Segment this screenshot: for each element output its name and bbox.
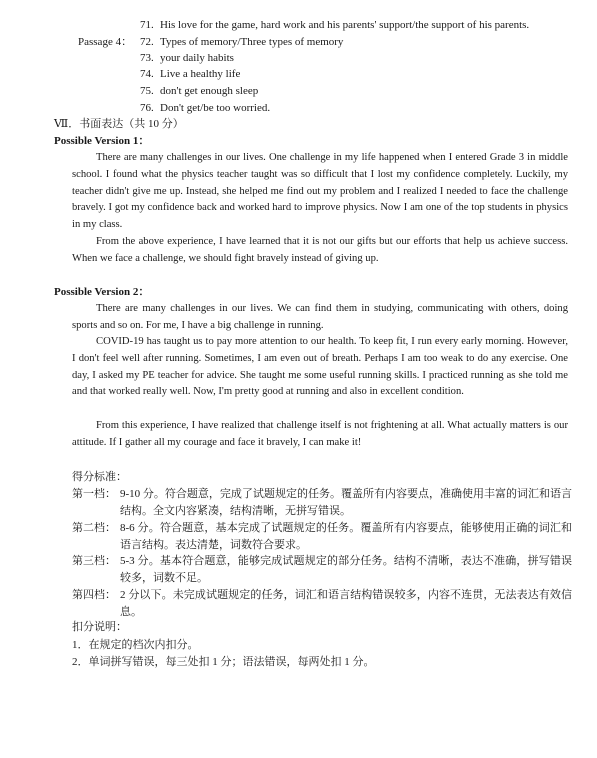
deduction-item: 1．在规定的档次内扣分。 <box>72 639 199 651</box>
answer-75: 75. don't get enough sleep <box>140 85 259 97</box>
version-2-paragraph: COVID-19 has taught us to pay more attention to our health. To keep fit, I run every early morning. However, I don't feel well after running. Sometimes, I am even out of breath. Perhaps I am too weak to do any exercise. One day, I asked my PE teacher for advice. She taught me some useful running skills. I practiced running as she told me and that worked really well. Now, I'm pretty good at running and also in excellent condition. <box>72 336 568 398</box>
deduction-title: 扣分说明： <box>72 621 127 633</box>
version-2-heading: Possible Version 2： <box>54 286 150 298</box>
version-1-paragraph: There are many challenges in our lives. One challenge in my life happened when I entered Grade 3 in middle school. I found what the physics teacher taught was so difficult that I lost my confidence completely. Luckily, my teacher didn't give me up. Instead, she helped me find out my problem and I realized I needed to face the challenge bravely. I got my confidence back and worked hard to improve physics. Now I am one of the top students in physics in my class. <box>72 152 568 231</box>
section-title-writing: Ⅶ．书面表达（共 10 分） <box>54 118 184 130</box>
version-2-paragraph: There are many challenges in our lives. We can find them in studying, communicating with others, doing sports and so on. For me, I have a big challenge in running. <box>72 303 568 331</box>
answer-74: 74. Live a healthy life <box>140 68 241 80</box>
score-level-1: 第一档： 9-10 分。符合题意，完成了试题规定的任务。覆盖所有内容要点，准确使用丰富的词汇和语言结构。全文内容紧凑，结构清晰，无拼写错误。 <box>72 488 572 517</box>
answer-71: 71. His love for the game, hard work and his parents' support/the support of his parents. <box>140 19 530 31</box>
score-level-3: 第三档： 5-3 分。基本符合题意，能够完成试题规定的部分任务。结构不清晰，表达不准确，拼写错误较多，词数不足。 <box>72 555 572 584</box>
version-1-paragraph: From the above experience, I have learned that it is not our gifts but our efforts that help us achieve success. When we face a challenge, we should fight bravely instead of giving up. <box>72 236 568 264</box>
scoring-title: 得分标准： <box>72 471 127 483</box>
version-1-heading: Possible Version 1： <box>54 135 150 147</box>
score-level-4: 第四档： 2 分以下。未完成试题规定的任务，词汇和语言结构错误较多，内容不连贯，无法表达有效信息。 <box>72 589 572 618</box>
deduction-item: 2．单词拼写错误，每三处扣 1 分；语法错误，每两处扣 1 分。 <box>72 656 375 668</box>
answer-72: 72. Types of memory/Three types of memory <box>140 36 344 48</box>
answer-76: 76. Don't get/be too worried. <box>140 102 271 114</box>
score-level-2: 第二档： 8-6 分。符合题意，基本完成了试题规定的任务。覆盖所有内容要点，能够使用正确的词汇和语言结构。表达清楚，词数符合要求。 <box>72 522 572 551</box>
answer-73: 73. your daily habits <box>140 52 234 64</box>
passage-label: Passage 4： <box>78 36 133 48</box>
version-2-paragraph: From this experience, I have realized that challenge itself is not frightening at all. What actually matters is our attitude. If I gather all my courage and face it bravely, I can make it! <box>72 420 568 448</box>
